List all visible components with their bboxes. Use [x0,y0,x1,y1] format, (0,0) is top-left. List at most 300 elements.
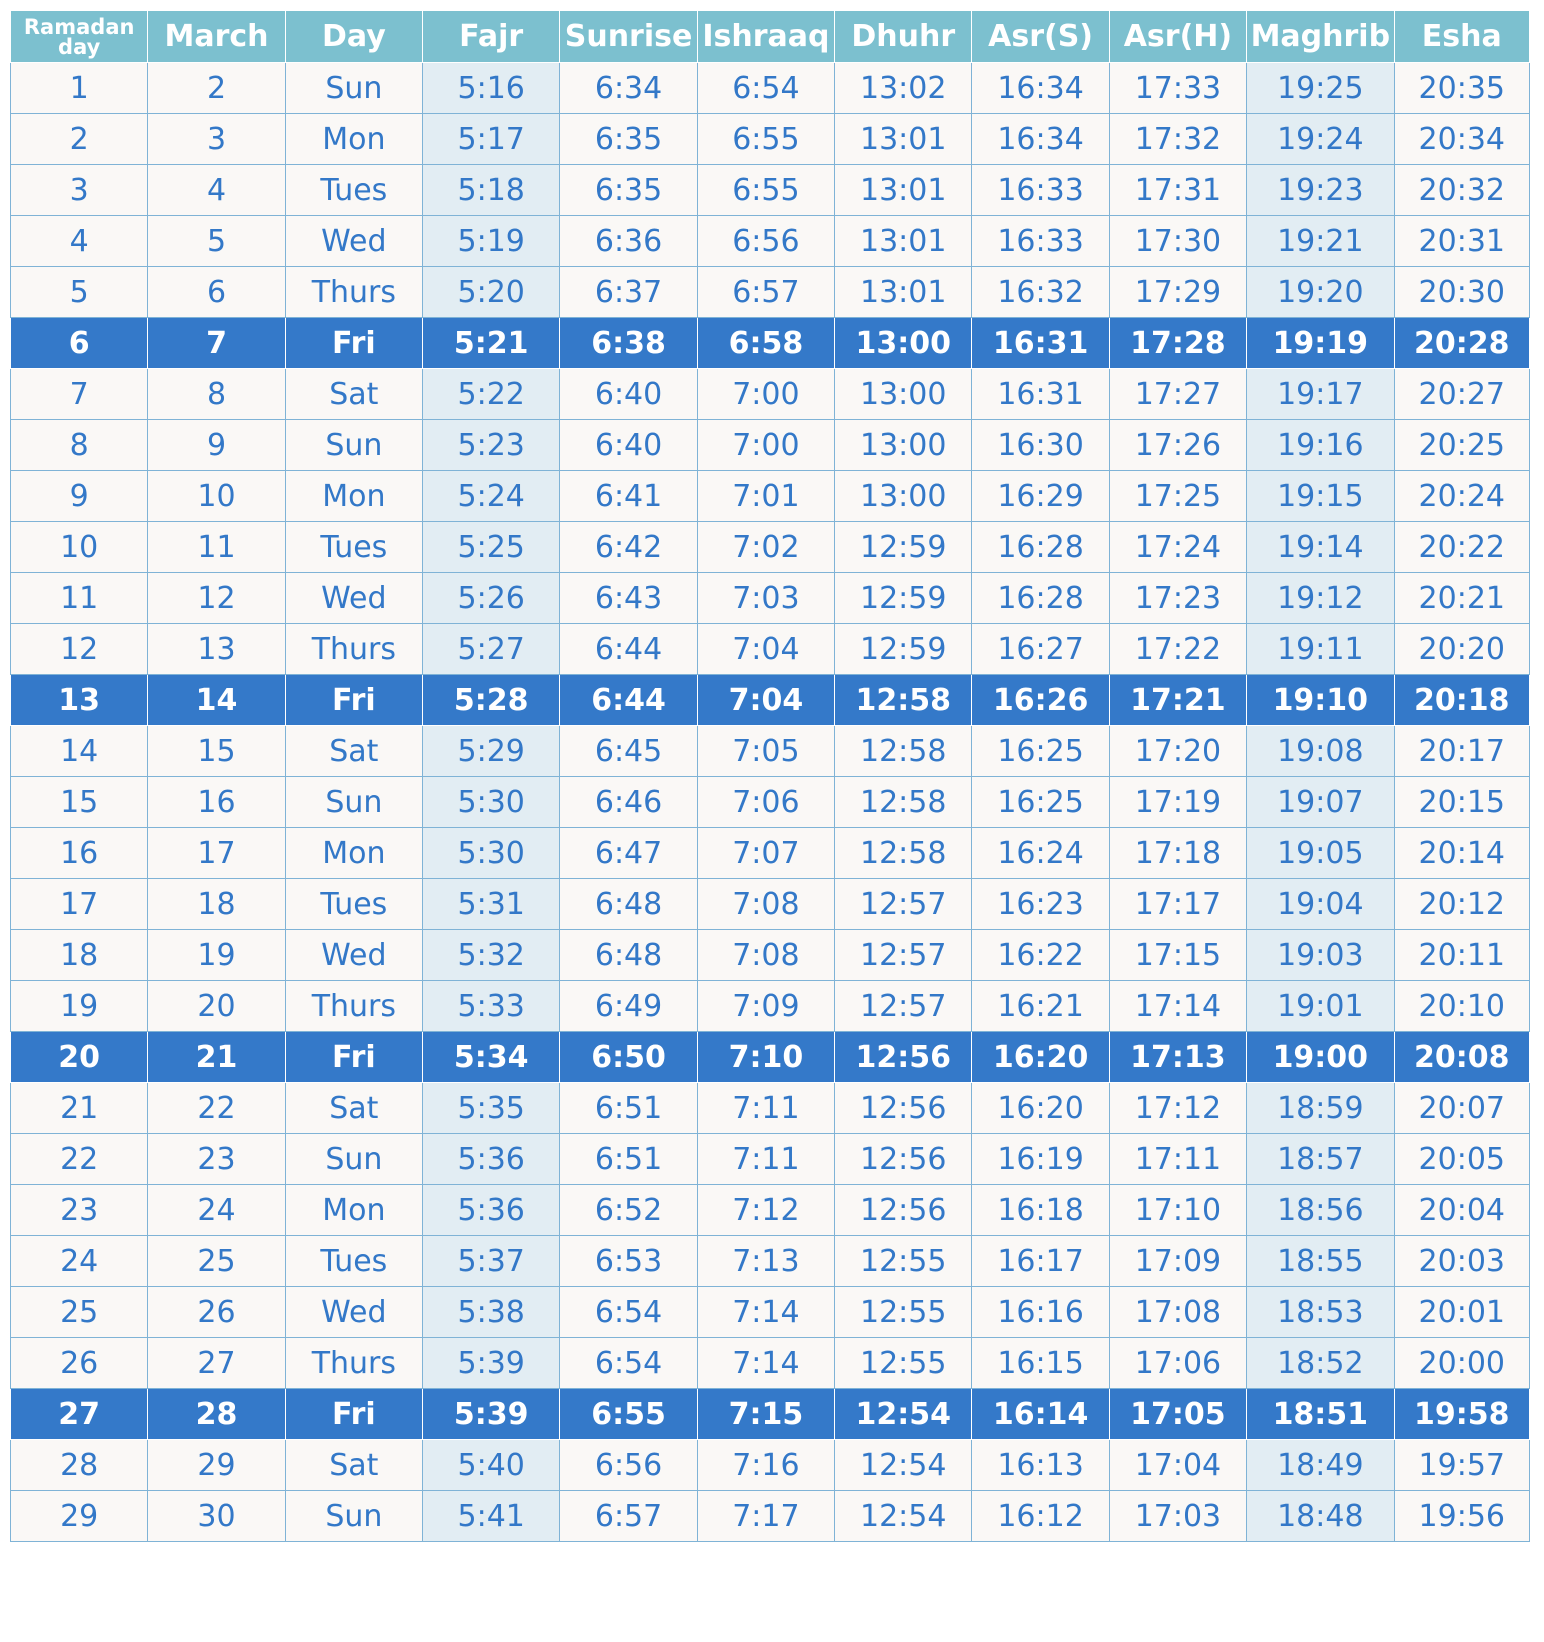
cell-sunrise: 6:56 [560,1440,697,1491]
cell-sunrise: 6:48 [560,930,697,981]
header-asr-s: Asr(S) [972,11,1109,63]
cell-march-date: 12 [148,573,285,624]
cell-fajr: 5:39 [423,1338,560,1389]
cell-maghrib: 19:11 [1247,624,1394,675]
cell-asr-h: 17:04 [1109,1440,1246,1491]
cell-ramadan-day: 1 [11,63,148,114]
cell-esha: 20:30 [1394,267,1529,318]
cell-march-date: 15 [148,726,285,777]
cell-weekday: Mon [285,828,422,879]
cell-esha: 19:58 [1394,1389,1529,1440]
cell-asr-s: 16:29 [972,471,1109,522]
header-sunrise: Sunrise [560,11,697,63]
cell-maghrib: 18:57 [1247,1134,1394,1185]
cell-asr-h: 17:17 [1109,879,1246,930]
cell-esha: 20:32 [1394,165,1529,216]
header-maghrib: Maghrib [1247,11,1394,63]
cell-dhuhr: 12:55 [835,1338,972,1389]
cell-esha: 20:15 [1394,777,1529,828]
cell-asr-s: 16:26 [972,675,1109,726]
cell-ramadan-day: 27 [11,1389,148,1440]
cell-maghrib: 19:21 [1247,216,1394,267]
cell-esha: 20:05 [1394,1134,1529,1185]
cell-asr-s: 16:34 [972,63,1109,114]
table-row-friday [11,318,1530,369]
cell-esha: 20:12 [1394,879,1529,930]
cell-maghrib: 19:00 [1247,1032,1394,1083]
cell-asr-h: 17:11 [1109,1134,1246,1185]
cell-asr-h: 17:32 [1109,114,1246,165]
cell-maghrib: 19:20 [1247,267,1394,318]
cell-asr-s: 16:25 [972,726,1109,777]
cell-dhuhr: 13:02 [835,63,972,114]
cell-dhuhr: 12:58 [835,726,972,777]
ramadan-timetable [10,10,1530,1542]
cell-ramadan-day: 18 [11,930,148,981]
cell-asr-s: 16:16 [972,1287,1109,1338]
timetable-body [11,63,1530,1542]
cell-ramadan-day: 9 [11,471,148,522]
cell-sunrise: 6:43 [560,573,697,624]
cell-weekday: Thurs [285,981,422,1032]
cell-fajr: 5:23 [423,420,560,471]
cell-maghrib: 18:55 [1247,1236,1394,1287]
cell-ramadan-day: 12 [11,624,148,675]
cell-sunrise: 6:40 [560,369,697,420]
cell-sunrise: 6:34 [560,63,697,114]
cell-maghrib: 18:52 [1247,1338,1394,1389]
cell-ramadan-day: 3 [11,165,148,216]
cell-maghrib: 18:56 [1247,1185,1394,1236]
cell-maghrib: 18:48 [1247,1491,1394,1542]
cell-dhuhr: 12:57 [835,879,972,930]
cell-maghrib: 19:23 [1247,165,1394,216]
cell-maghrib: 19:16 [1247,420,1394,471]
cell-march-date: 6 [148,267,285,318]
cell-asr-h: 17:28 [1109,318,1246,369]
table-row [11,1236,1530,1287]
cell-fajr: 5:27 [423,624,560,675]
cell-esha: 20:25 [1394,420,1529,471]
cell-ishraaq: 7:04 [697,624,834,675]
cell-ishraaq: 7:14 [697,1338,834,1389]
cell-asr-s: 16:32 [972,267,1109,318]
cell-maghrib: 19:07 [1247,777,1394,828]
header-dhuhr: Dhuhr [835,11,972,63]
cell-fajr: 5:41 [423,1491,560,1542]
cell-weekday: Tues [285,165,422,216]
cell-maghrib: 18:51 [1247,1389,1394,1440]
cell-weekday: Thurs [285,267,422,318]
cell-asr-s: 16:30 [972,420,1109,471]
header-day: Day [285,11,422,63]
cell-asr-s: 16:33 [972,165,1109,216]
cell-ishraaq: 6:54 [697,63,834,114]
cell-asr-s: 16:27 [972,624,1109,675]
cell-weekday: Fri [285,675,422,726]
cell-weekday: Thurs [285,624,422,675]
cell-asr-s: 16:31 [972,369,1109,420]
table-row [11,63,1530,114]
header-fajr: Fajr [423,11,560,63]
table-row [11,1287,1530,1338]
cell-ramadan-day: 26 [11,1338,148,1389]
cell-weekday: Sun [285,1491,422,1542]
cell-dhuhr: 12:58 [835,777,972,828]
cell-ramadan-day: 21 [11,1083,148,1134]
cell-ramadan-day: 2 [11,114,148,165]
cell-sunrise: 6:48 [560,879,697,930]
cell-maghrib: 19:12 [1247,573,1394,624]
cell-esha: 20:14 [1394,828,1529,879]
header-march: March [148,11,285,63]
cell-ishraaq: 7:11 [697,1134,834,1185]
cell-esha: 20:24 [1394,471,1529,522]
cell-ramadan-day: 5 [11,267,148,318]
cell-esha: 20:31 [1394,216,1529,267]
table-row [11,522,1530,573]
cell-weekday: Tues [285,1236,422,1287]
cell-fajr: 5:34 [423,1032,560,1083]
cell-asr-h: 17:08 [1109,1287,1246,1338]
cell-sunrise: 6:50 [560,1032,697,1083]
cell-esha: 19:56 [1394,1491,1529,1542]
cell-fajr: 5:36 [423,1134,560,1185]
cell-dhuhr: 13:01 [835,114,972,165]
cell-ishraaq: 7:11 [697,1083,834,1134]
cell-asr-h: 17:10 [1109,1185,1246,1236]
table-row [11,726,1530,777]
cell-weekday: Sat [285,1440,422,1491]
cell-ishraaq: 6:56 [697,216,834,267]
cell-asr-h: 17:03 [1109,1491,1246,1542]
cell-dhuhr: 13:01 [835,165,972,216]
cell-dhuhr: 12:59 [835,624,972,675]
cell-esha: 20:08 [1394,1032,1529,1083]
cell-asr-h: 17:22 [1109,624,1246,675]
cell-dhuhr: 13:01 [835,267,972,318]
cell-ramadan-day: 28 [11,1440,148,1491]
cell-dhuhr: 13:00 [835,369,972,420]
cell-ishraaq: 6:55 [697,114,834,165]
cell-weekday: Sat [285,1083,422,1134]
cell-march-date: 20 [148,981,285,1032]
cell-maghrib: 19:19 [1247,318,1394,369]
cell-ramadan-day: 11 [11,573,148,624]
cell-maghrib: 19:17 [1247,369,1394,420]
cell-maghrib: 19:08 [1247,726,1394,777]
cell-maghrib: 19:25 [1247,63,1394,114]
cell-maghrib: 18:59 [1247,1083,1394,1134]
cell-maghrib: 19:03 [1247,930,1394,981]
cell-march-date: 8 [148,369,285,420]
header-esha: Esha [1394,11,1529,63]
cell-dhuhr: 12:58 [835,675,972,726]
cell-esha: 20:01 [1394,1287,1529,1338]
cell-asr-h: 17:26 [1109,420,1246,471]
cell-fajr: 5:21 [423,318,560,369]
cell-esha: 20:27 [1394,369,1529,420]
cell-weekday: Thurs [285,1338,422,1389]
table-row-friday [11,1389,1530,1440]
cell-fajr: 5:20 [423,267,560,318]
cell-asr-h: 17:29 [1109,267,1246,318]
cell-dhuhr: 12:56 [835,1032,972,1083]
cell-march-date: 30 [148,1491,285,1542]
cell-weekday: Sun [285,420,422,471]
cell-march-date: 4 [148,165,285,216]
cell-ishraaq: 7:14 [697,1287,834,1338]
cell-esha: 20:03 [1394,1236,1529,1287]
cell-esha: 19:57 [1394,1440,1529,1491]
cell-sunrise: 6:54 [560,1287,697,1338]
table-row [11,267,1530,318]
cell-weekday: Mon [285,471,422,522]
table-row [11,114,1530,165]
table-row [11,471,1530,522]
header-ishraaq: Ishraaq [697,11,834,63]
table-row-friday [11,675,1530,726]
cell-asr-h: 17:25 [1109,471,1246,522]
cell-march-date: 25 [148,1236,285,1287]
cell-asr-h: 17:12 [1109,1083,1246,1134]
cell-asr-s: 16:15 [972,1338,1109,1389]
cell-esha: 20:22 [1394,522,1529,573]
cell-march-date: 27 [148,1338,285,1389]
cell-march-date: 21 [148,1032,285,1083]
cell-fajr: 5:40 [423,1440,560,1491]
cell-dhuhr: 12:56 [835,1083,972,1134]
cell-asr-h: 17:23 [1109,573,1246,624]
cell-sunrise: 6:35 [560,114,697,165]
cell-fajr: 5:31 [423,879,560,930]
cell-asr-s: 16:13 [972,1440,1109,1491]
cell-sunrise: 6:45 [560,726,697,777]
table-row [11,1491,1530,1542]
cell-ishraaq: 7:09 [697,981,834,1032]
cell-weekday: Wed [285,1287,422,1338]
table-row [11,828,1530,879]
cell-march-date: 7 [148,318,285,369]
cell-sunrise: 6:41 [560,471,697,522]
cell-asr-s: 16:23 [972,879,1109,930]
cell-fajr: 5:32 [423,930,560,981]
cell-maghrib: 19:15 [1247,471,1394,522]
cell-dhuhr: 12:55 [835,1236,972,1287]
table-row [11,1440,1530,1491]
cell-weekday: Sat [285,369,422,420]
cell-weekday: Mon [285,1185,422,1236]
cell-sunrise: 6:53 [560,1236,697,1287]
cell-ramadan-day: 22 [11,1134,148,1185]
cell-dhuhr: 12:54 [835,1389,972,1440]
cell-ishraaq: 6:57 [697,267,834,318]
cell-ramadan-day: 8 [11,420,148,471]
header-row [11,11,1530,63]
cell-weekday: Wed [285,573,422,624]
cell-march-date: 23 [148,1134,285,1185]
cell-ishraaq: 7:01 [697,471,834,522]
cell-sunrise: 6:44 [560,675,697,726]
cell-weekday: Sun [285,777,422,828]
cell-esha: 20:21 [1394,573,1529,624]
cell-ramadan-day: 4 [11,216,148,267]
cell-sunrise: 6:51 [560,1083,697,1134]
cell-fajr: 5:30 [423,777,560,828]
cell-asr-s: 16:33 [972,216,1109,267]
cell-march-date: 13 [148,624,285,675]
cell-dhuhr: 12:54 [835,1440,972,1491]
cell-maghrib: 19:10 [1247,675,1394,726]
cell-weekday: Fri [285,1389,422,1440]
table-row [11,1134,1530,1185]
cell-fajr: 5:33 [423,981,560,1032]
cell-maghrib: 19:04 [1247,879,1394,930]
cell-ramadan-day: 10 [11,522,148,573]
cell-asr-h: 17:05 [1109,1389,1246,1440]
cell-fajr: 5:24 [423,471,560,522]
cell-ishraaq: 7:02 [697,522,834,573]
cell-dhuhr: 12:57 [835,981,972,1032]
table-row [11,165,1530,216]
cell-dhuhr: 12:58 [835,828,972,879]
cell-ishraaq: 7:13 [697,1236,834,1287]
cell-march-date: 2 [148,63,285,114]
cell-asr-s: 16:34 [972,114,1109,165]
cell-march-date: 19 [148,930,285,981]
cell-maghrib: 18:53 [1247,1287,1394,1338]
cell-esha: 20:34 [1394,114,1529,165]
cell-ramadan-day: 7 [11,369,148,420]
cell-dhuhr: 12:55 [835,1287,972,1338]
cell-asr-s: 16:28 [972,522,1109,573]
cell-ramadan-day: 23 [11,1185,148,1236]
cell-dhuhr: 12:54 [835,1491,972,1542]
cell-fajr: 5:36 [423,1185,560,1236]
table-row [11,930,1530,981]
cell-sunrise: 6:55 [560,1389,697,1440]
cell-sunrise: 6:38 [560,318,697,369]
cell-asr-s: 16:22 [972,930,1109,981]
cell-dhuhr: 12:59 [835,522,972,573]
cell-asr-s: 16:19 [972,1134,1109,1185]
cell-fajr: 5:37 [423,1236,560,1287]
cell-ramadan-day: 20 [11,1032,148,1083]
cell-march-date: 16 [148,777,285,828]
cell-sunrise: 6:37 [560,267,697,318]
table-row [11,1083,1530,1134]
timetable-container [10,10,1530,1542]
cell-ishraaq: 6:55 [697,165,834,216]
table-row [11,777,1530,828]
cell-weekday: Sat [285,726,422,777]
cell-esha: 20:28 [1394,318,1529,369]
cell-march-date: 18 [148,879,285,930]
cell-dhuhr: 12:56 [835,1185,972,1236]
cell-weekday: Sun [285,63,422,114]
cell-asr-s: 16:20 [972,1032,1109,1083]
cell-ishraaq: 7:07 [697,828,834,879]
cell-ramadan-day: 25 [11,1287,148,1338]
cell-sunrise: 6:57 [560,1491,697,1542]
cell-asr-s: 16:24 [972,828,1109,879]
cell-ishraaq: 7:03 [697,573,834,624]
cell-fajr: 5:29 [423,726,560,777]
cell-sunrise: 6:44 [560,624,697,675]
cell-sunrise: 6:51 [560,1134,697,1185]
cell-ishraaq: 7:04 [697,675,834,726]
cell-esha: 20:04 [1394,1185,1529,1236]
cell-fajr: 5:28 [423,675,560,726]
cell-weekday: Tues [285,522,422,573]
header-ramadan-day: Ramadan day [11,11,148,63]
cell-ramadan-day: 13 [11,675,148,726]
cell-weekday: Sun [285,1134,422,1185]
cell-asr-h: 17:13 [1109,1032,1246,1083]
cell-esha: 20:11 [1394,930,1529,981]
cell-asr-h: 17:24 [1109,522,1246,573]
header-asr-h: Asr(H) [1109,11,1246,63]
cell-ramadan-day: 29 [11,1491,148,1542]
cell-esha: 20:20 [1394,624,1529,675]
cell-ishraaq: 7:17 [697,1491,834,1542]
cell-march-date: 14 [148,675,285,726]
cell-march-date: 29 [148,1440,285,1491]
cell-esha: 20:00 [1394,1338,1529,1389]
cell-weekday: Wed [285,216,422,267]
cell-fajr: 5:16 [423,63,560,114]
cell-asr-h: 17:09 [1109,1236,1246,1287]
cell-asr-h: 17:31 [1109,165,1246,216]
cell-dhuhr: 13:00 [835,471,972,522]
cell-ishraaq: 7:12 [697,1185,834,1236]
cell-sunrise: 6:35 [560,165,697,216]
cell-ishraaq: 7:06 [697,777,834,828]
cell-march-date: 5 [148,216,285,267]
table-row [11,1338,1530,1389]
cell-asr-s: 16:17 [972,1236,1109,1287]
cell-asr-h: 17:15 [1109,930,1246,981]
cell-maghrib: 19:05 [1247,828,1394,879]
cell-asr-h: 17:14 [1109,981,1246,1032]
cell-ishraaq: 7:00 [697,420,834,471]
cell-esha: 20:10 [1394,981,1529,1032]
cell-sunrise: 6:47 [560,828,697,879]
cell-ishraaq: 7:16 [697,1440,834,1491]
cell-fajr: 5:26 [423,573,560,624]
cell-fajr: 5:19 [423,216,560,267]
cell-esha: 20:18 [1394,675,1529,726]
cell-march-date: 26 [148,1287,285,1338]
table-row [11,420,1530,471]
cell-asr-s: 16:28 [972,573,1109,624]
cell-asr-h: 17:19 [1109,777,1246,828]
cell-march-date: 17 [148,828,285,879]
cell-dhuhr: 12:59 [835,573,972,624]
cell-ishraaq: 7:05 [697,726,834,777]
cell-fajr: 5:39 [423,1389,560,1440]
table-row-friday [11,1032,1530,1083]
table-row [11,624,1530,675]
table-row [11,573,1530,624]
cell-asr-s: 16:21 [972,981,1109,1032]
cell-asr-h: 17:06 [1109,1338,1246,1389]
cell-esha: 20:07 [1394,1083,1529,1134]
cell-dhuhr: 13:00 [835,318,972,369]
cell-weekday: Tues [285,879,422,930]
cell-ishraaq: 7:00 [697,369,834,420]
cell-sunrise: 6:36 [560,216,697,267]
